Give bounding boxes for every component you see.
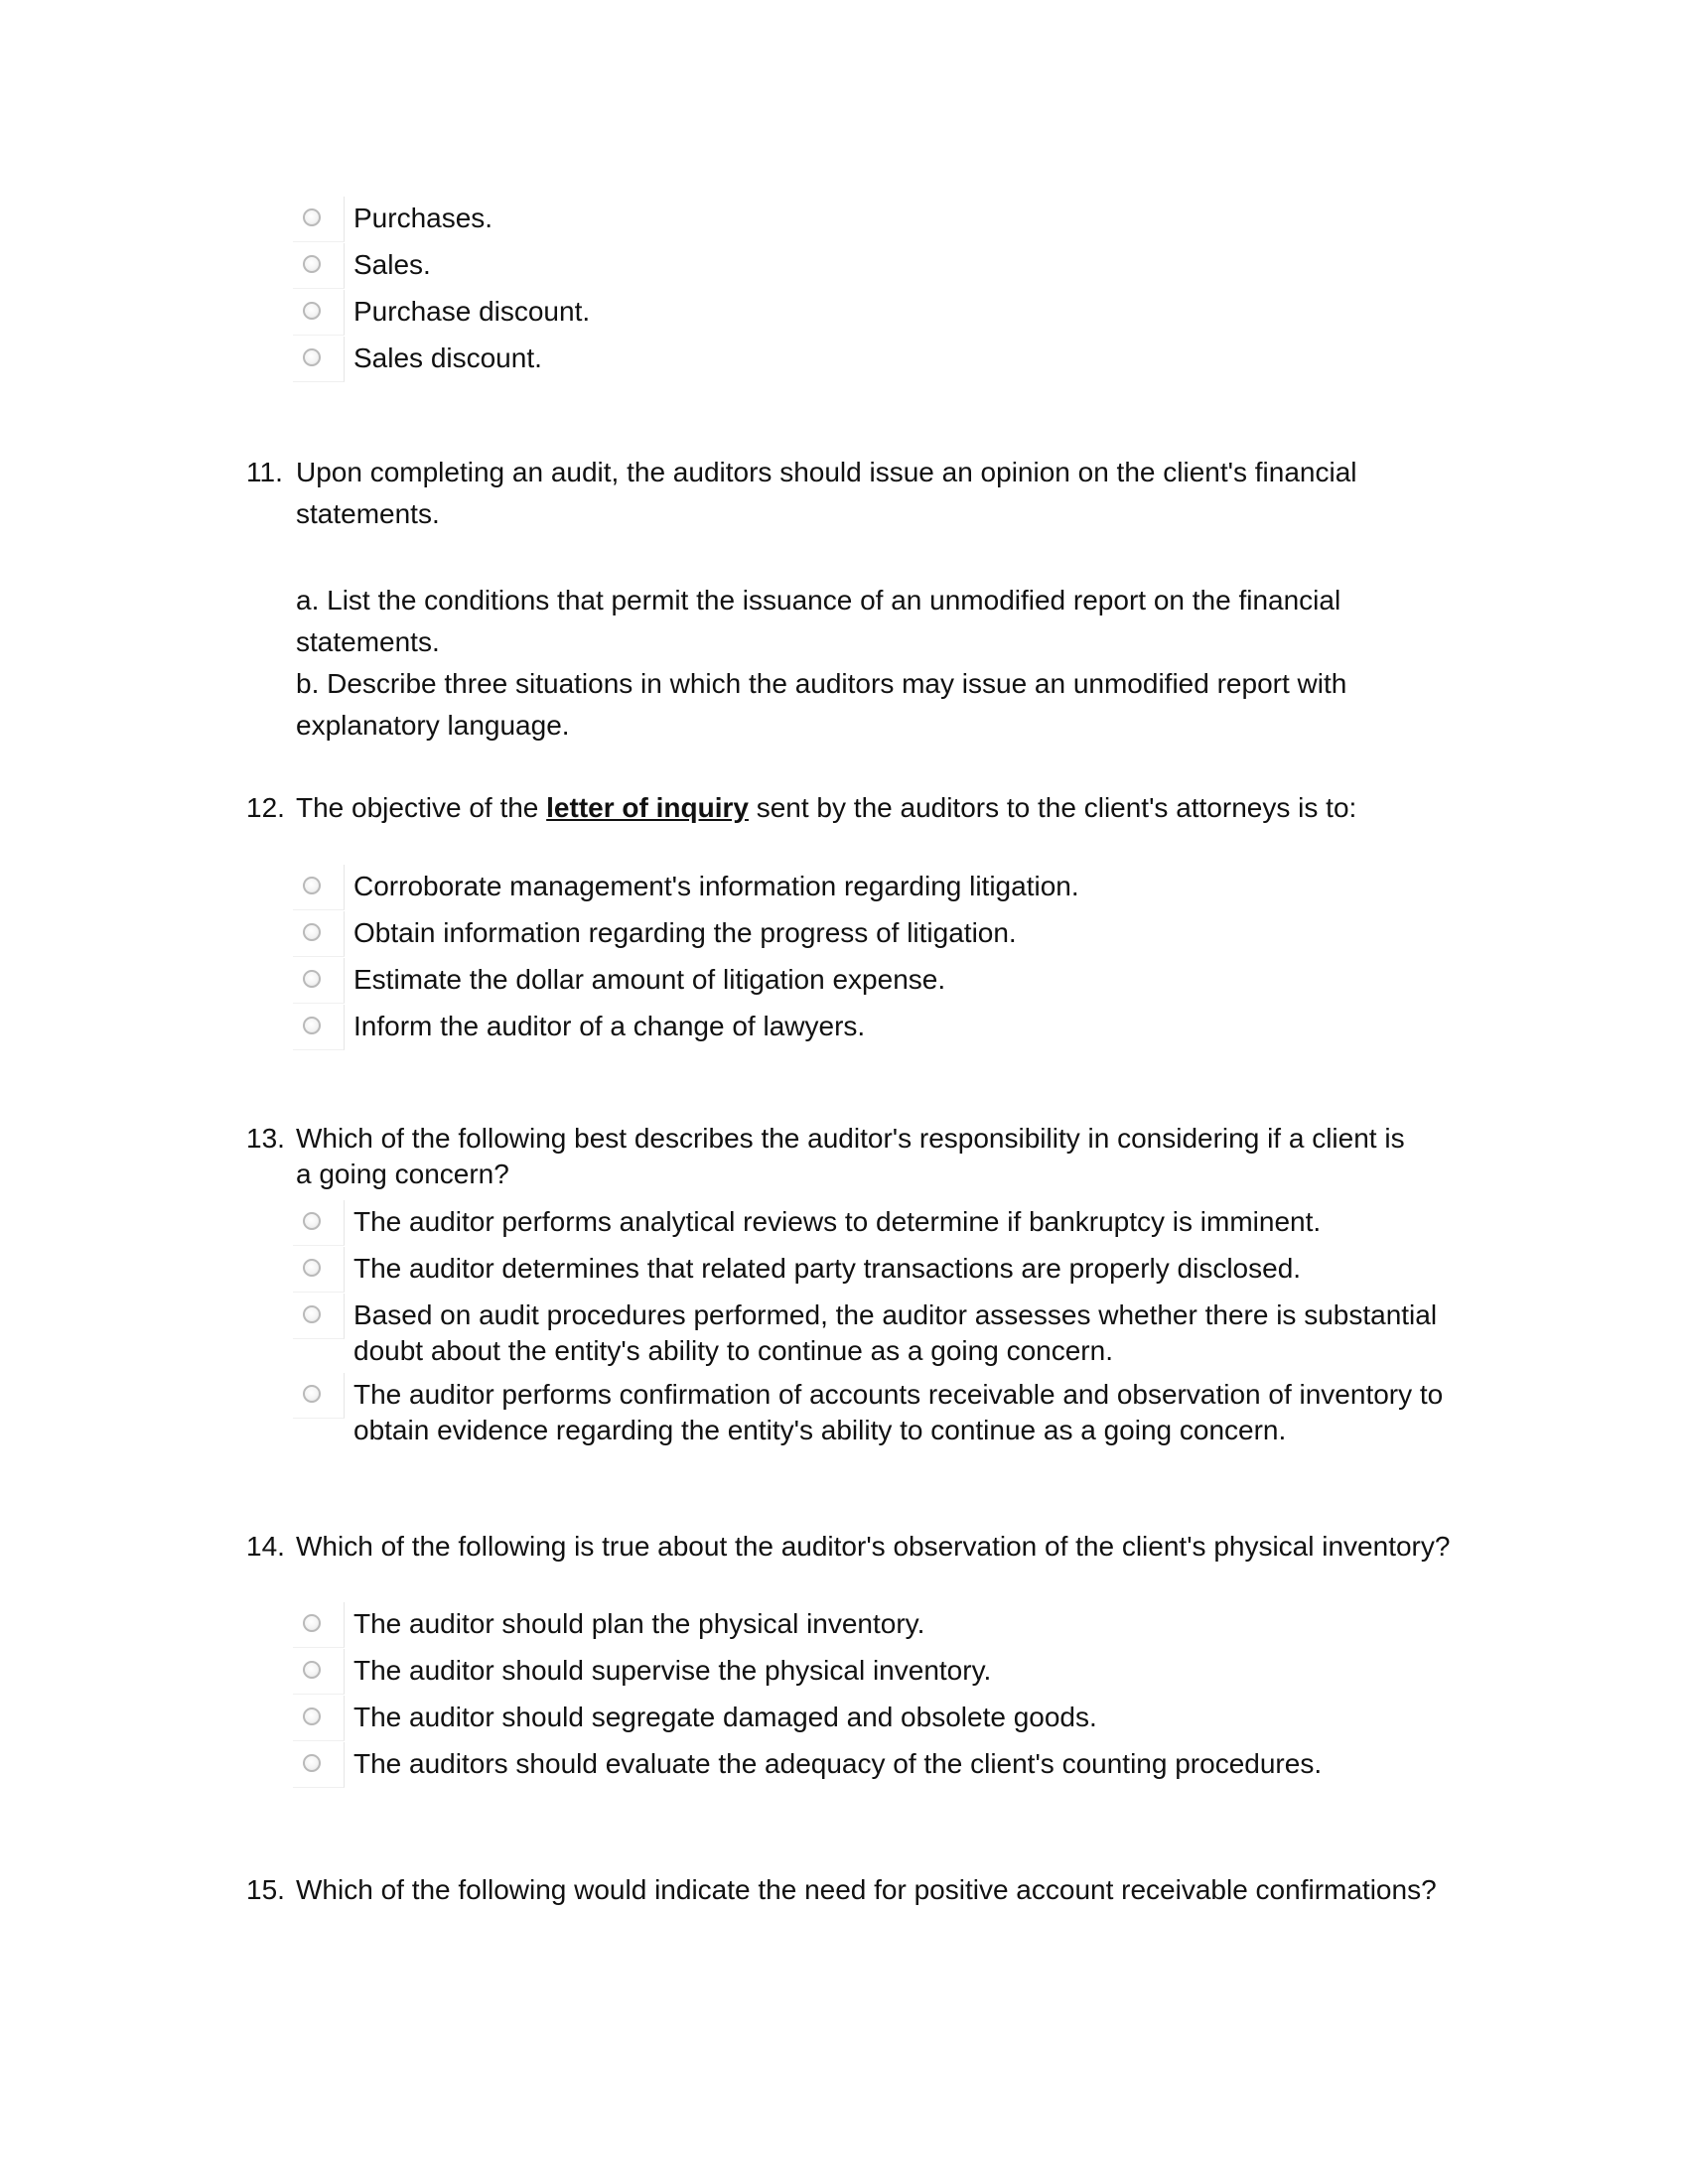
radio-button[interactable] (303, 1259, 321, 1277)
question-number: 13. (246, 1123, 285, 1154)
q10-option-4[interactable] (293, 337, 590, 383)
option-label: The auditor should plan the physical inventory. (353, 1608, 925, 1639)
question-15 (246, 1872, 1477, 1908)
option-label: Sales discount. (353, 342, 542, 373)
radio-button[interactable] (303, 923, 321, 941)
option-label: The auditors should evaluate the adequacy of the client's counting procedures. (353, 1748, 1323, 1779)
option-label: The auditor performs analytical reviews to determine if bankruptcy is imminent. (353, 1206, 1322, 1237)
radio-button[interactable] (303, 1707, 321, 1725)
question-text: Which of the following best describes the auditor's responsibility in considering if a client is a going concern? (296, 1123, 1405, 1189)
option-label: Purchases. (353, 203, 493, 233)
option-label: Sales. (353, 249, 431, 280)
keyword-letter-of-inquiry: letter of inquiry (546, 792, 749, 823)
question-text: Which of the following would indicate the need for positive account receivable confirmations? (296, 1874, 1437, 1905)
q12-option-1[interactable] (293, 865, 1079, 911)
question-number: 14. (246, 1531, 285, 1562)
q11-part-b: b. Describe three situations in which the auditors may issue an unmodified report with explanatory language. (296, 668, 1347, 741)
q13-option-3[interactable] (293, 1294, 1485, 1373)
question-text: The objective of the letter of inquiry sent by the auditors to the client's attorneys is to: (296, 792, 1357, 823)
question-text: Upon completing an audit, the auditors should issue an opinion on the client's financial statements. (296, 457, 1357, 529)
option-label: Corroborate management's information regarding litigation. (353, 871, 1079, 901)
q12-option-2[interactable] (293, 911, 1079, 958)
question-13 (246, 1121, 1477, 1192)
radio-button[interactable] (303, 1385, 321, 1403)
q12-options (293, 865, 1079, 1051)
radio-button[interactable] (303, 1212, 321, 1230)
question-number: 12. (246, 792, 285, 823)
q12-option-4[interactable] (293, 1005, 1079, 1051)
q10-options (293, 197, 590, 383)
option-label: The auditor should segregate damaged and obsolete goods. (353, 1702, 1097, 1732)
radio-button[interactable] (303, 302, 321, 320)
q13-option-2[interactable] (293, 1247, 1485, 1294)
option-label: The auditor performs confirmation of accounts receivable and observation of inventory to obtain evidence regarding the entity's ability to continue as a going concern. (353, 1379, 1444, 1445)
option-label: Obtain information regarding the progress of litigation. (353, 917, 1017, 948)
q10-option-3[interactable] (293, 290, 590, 337)
q11-part-a: a. List the conditions that permit the issuance of an unmodified report on the financial statements. (296, 585, 1341, 657)
radio-button[interactable] (303, 208, 321, 226)
option-label: The auditor determines that related party transactions are properly disclosed. (353, 1253, 1302, 1284)
question-text: Which of the following is true about the auditor's observation of the client's physical inventory? (296, 1531, 1451, 1562)
radio-button[interactable] (303, 1754, 321, 1772)
question-number: 15. (246, 1874, 285, 1905)
q14-option-2[interactable] (293, 1649, 1322, 1696)
q10-option-1[interactable] (293, 197, 590, 243)
q14-options (293, 1602, 1322, 1789)
option-label: Based on audit procedures performed, the auditor assesses whether there is substantial doubt about the entity's ability to continue as a going concern. (353, 1299, 1438, 1366)
radio-button[interactable] (303, 255, 321, 273)
q13-options (293, 1200, 1485, 1452)
radio-button[interactable] (303, 1661, 321, 1679)
q14-option-3[interactable] (293, 1696, 1322, 1742)
option-label: Inform the auditor of a change of lawyers. (353, 1011, 866, 1041)
radio-button[interactable] (303, 970, 321, 988)
q13-option-1[interactable] (293, 1200, 1485, 1247)
question-number: 11. (246, 457, 283, 487)
radio-button[interactable] (303, 877, 321, 894)
q14-option-4[interactable] (293, 1742, 1322, 1789)
option-label: Purchase discount. (353, 296, 591, 327)
question-12 (246, 790, 1477, 826)
q14-option-1[interactable] (293, 1602, 1322, 1649)
radio-button[interactable] (303, 348, 321, 366)
question-11 (246, 452, 1477, 535)
radio-button[interactable] (303, 1614, 321, 1632)
question-14 (246, 1529, 1477, 1565)
q13-option-4[interactable] (293, 1373, 1485, 1452)
radio-button[interactable] (303, 1017, 321, 1034)
option-label: The auditor should supervise the physical inventory. (353, 1655, 992, 1686)
q12-option-3[interactable] (293, 958, 1079, 1005)
radio-button[interactable] (303, 1305, 321, 1323)
q10-option-2[interactable] (293, 243, 590, 290)
option-label: Estimate the dollar amount of litigation expense. (353, 964, 946, 995)
